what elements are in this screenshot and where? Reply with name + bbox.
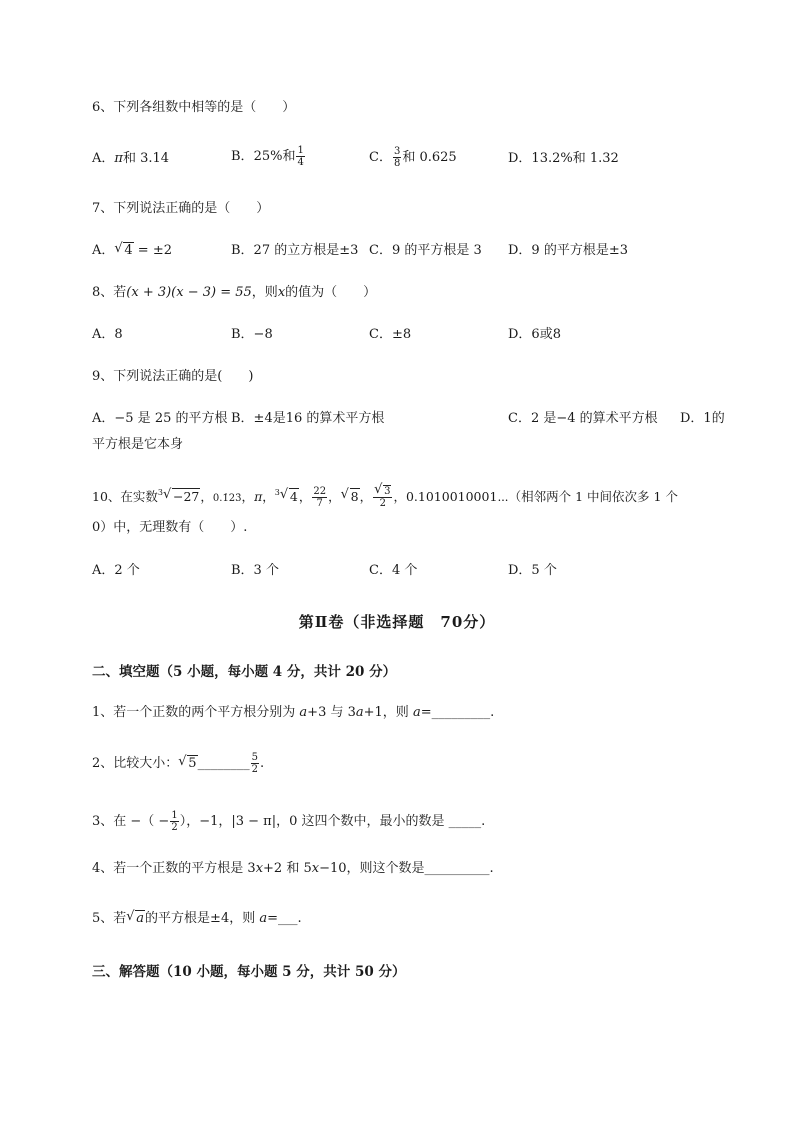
part-2-title: 第Ⅱ卷（非选择题 70分）: [298, 613, 496, 631]
q9-option-b: B．±4是16 的算术平方根: [231, 411, 385, 426]
q7-option-c: C．9 的平方根是 3: [369, 243, 482, 258]
fill-question-5: 5、若√ a的平方根是±4，则 a=___.: [92, 910, 302, 928]
q7-option-d: D．9 的平方根是±3: [508, 243, 628, 258]
question-10-stem: 10、在实数$^3$√ −27，0.1̇23̇，π，$^3$√ 4， $\frac{22}{7}$ ，√ 8， √ $\frac{3}{2}$ ，0.1010010001⋯（相邻两个 1 中间依次多 1 个: [92, 484, 678, 509]
fraction: √ $\frac{3}{2}$: [373, 486, 392, 509]
fill-question-3: 3、在 −（ − $\frac{1}{2}$ ），−1，|3 − π|，0 这四个数中，最小的数是 _____.: [92, 810, 486, 833]
fraction: $\frac{5}{2}$: [251, 752, 258, 775]
q8-option-a: A．8: [92, 327, 123, 342]
q10-stem-continued: 0）中，无理数有（ ）.: [92, 520, 248, 535]
q6-option-d: D．13.2%和 1.32: [508, 151, 619, 166]
fill-question-4: 4、若一个正数的平方根是 3x+2 和 5x−10，则这个数是__________.: [92, 861, 494, 876]
radical: √ 4: [115, 242, 133, 260]
q8-option-d: D．6或8: [508, 327, 561, 342]
q7-option-b: B．27 的立方根是±3: [231, 243, 359, 258]
q8-option-b: B．−8: [231, 327, 273, 342]
q9-option-d-continued: 平方根是它本身: [92, 437, 184, 452]
fill-question-1: 1、若一个正数的两个平方根分别为 a+3 与 3a+1，则 a=_________.: [92, 705, 495, 720]
question-7-stem: 7、下列说法正确的是（ ）: [92, 201, 270, 216]
fill-question-2: 2、比较大小：√ 5________ $\frac{5}{2}$ .: [92, 752, 264, 775]
question-8-stem: 8、若(x + 3)(x − 3) = 55，则x的值为（ ）: [92, 285, 377, 300]
q9-option-d: D．1的: [680, 411, 725, 426]
q10-option-a: A．2 个: [92, 563, 140, 578]
q9-option-a: A．−5 是 25 的平方根: [92, 411, 228, 426]
section-2-heading: 二、填空题（5 小题，每小题 4 分，共计 20 分）: [92, 664, 397, 680]
fraction: $\frac{1}{2}$: [171, 810, 178, 833]
fraction: $\frac{3}{8}$: [393, 146, 401, 169]
question-9-stem: 9、下列说法正确的是( ): [92, 369, 254, 384]
q10-option-b: B．3 个: [231, 563, 279, 578]
q8-option-c: C．±8: [369, 327, 412, 342]
q10-option-c: C．4 个: [369, 563, 418, 578]
section-3-heading: 三、解答题（10 小题，每小题 5 分，共计 50 分）: [92, 964, 406, 980]
fraction: $\frac{1}{4}$: [297, 145, 304, 168]
q10-option-d: D．5 个: [508, 563, 557, 578]
q6-option-a: A．π和 3.14: [92, 151, 170, 166]
q7-option-a: A．√ 4 = ±2: [92, 242, 172, 260]
q9-option-c: C．2 是−4 的算术平方根: [508, 411, 658, 426]
q6-option-c: C． $\frac{3}{8}$ 和 0.625: [369, 146, 457, 169]
question-6-stem: 6、下列各组数中相等的是（ ）: [92, 100, 296, 115]
fraction: $\frac{22}{7}$: [313, 486, 327, 509]
q6-option-b: B．25%和 $\frac{1}{4}$: [231, 145, 304, 168]
